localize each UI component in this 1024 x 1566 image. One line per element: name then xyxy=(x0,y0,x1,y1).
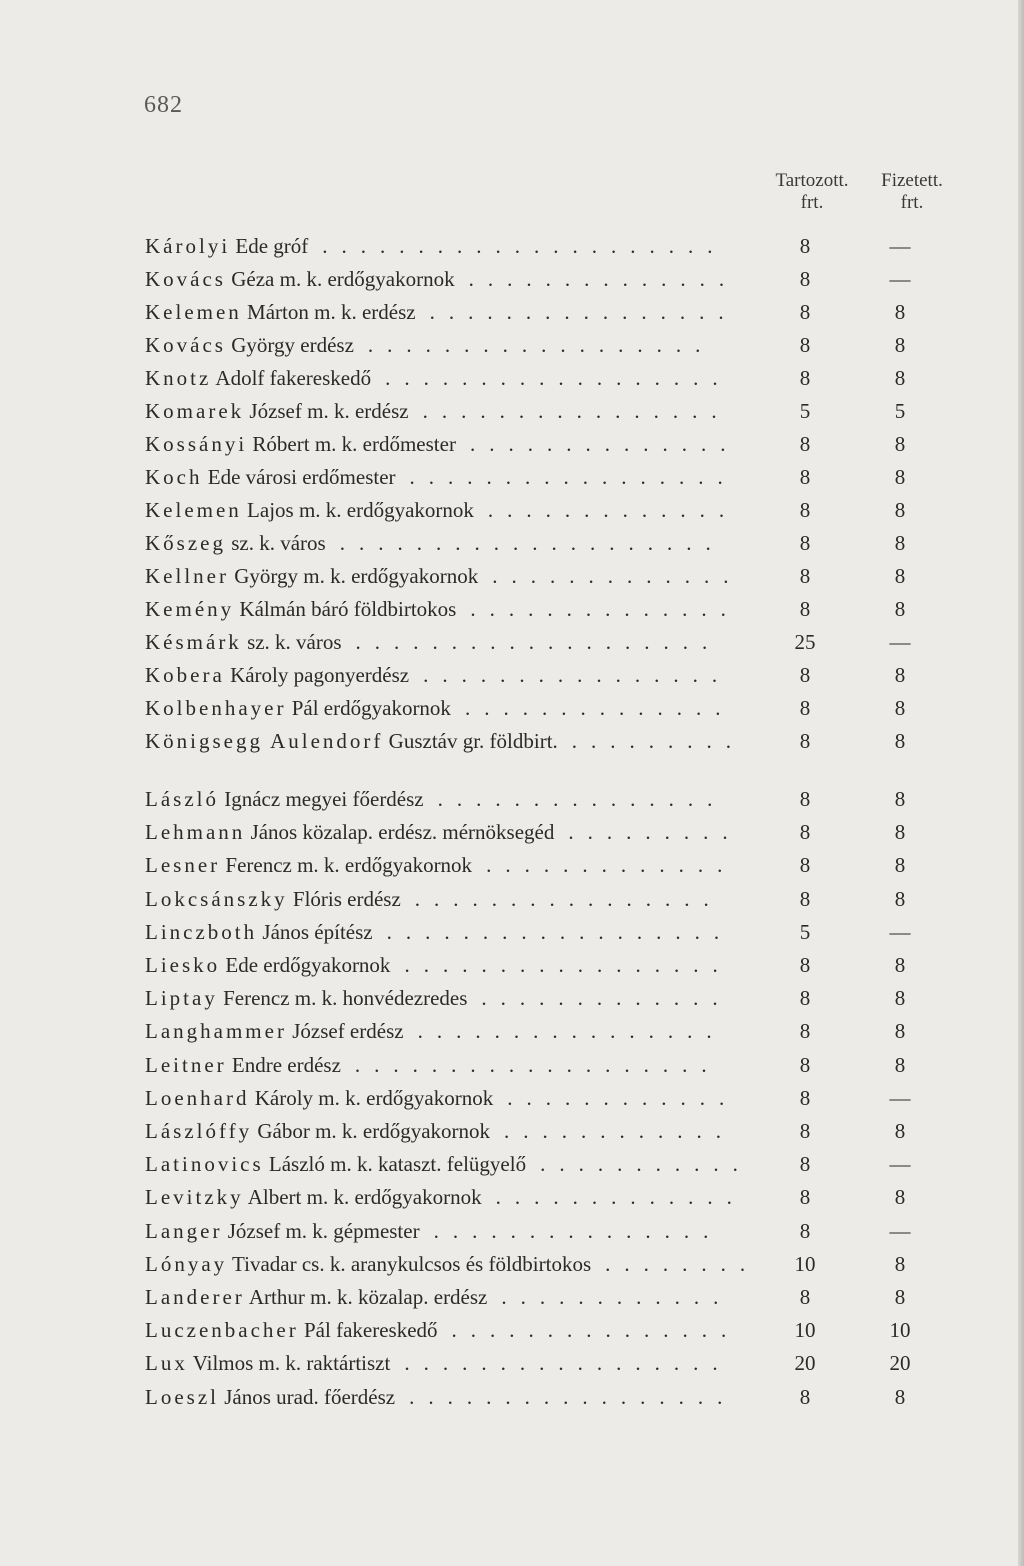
page-number: 682 xyxy=(144,92,183,118)
member-description: Ede erdőgyakornok xyxy=(225,953,391,977)
member-name: Károlyi xyxy=(145,234,231,258)
member-description: György m. k. erdőgyakornok xyxy=(234,564,479,588)
amount-paid: 8 xyxy=(894,465,906,489)
page-edge xyxy=(1018,0,1024,1566)
amount-owed: 8 xyxy=(790,1082,820,1115)
amount-owed: 8 xyxy=(790,593,820,626)
member-name: Liptay xyxy=(145,986,218,1011)
dot-leader: ............ xyxy=(504,1119,736,1143)
list-item xyxy=(145,659,945,692)
member-name: Langer xyxy=(145,1218,223,1243)
dot-leader: ............. xyxy=(495,1185,746,1210)
member-name: Kemény xyxy=(145,597,235,621)
list-item xyxy=(145,916,945,949)
member-description: Kálmán báró földbirtokos xyxy=(239,597,457,621)
list-item xyxy=(145,329,945,362)
list-item xyxy=(145,593,945,626)
dot-leader: ............. xyxy=(481,986,732,1011)
dot-leader: ................ xyxy=(414,886,723,911)
amount-owed: 20 xyxy=(790,1347,820,1380)
amount-paid: 20 xyxy=(889,1351,911,1376)
member-description: sz. k. város xyxy=(247,630,342,654)
member-name: Kelemen xyxy=(145,498,242,522)
amount-paid: 8 xyxy=(894,1019,906,1044)
dot-leader: ................... xyxy=(355,630,722,654)
list-item xyxy=(145,982,945,1015)
list-item xyxy=(145,560,945,593)
list-item xyxy=(145,1381,945,1414)
member-description: Lajos m. k. erdőgyakornok xyxy=(247,498,474,522)
amount-paid: 8 xyxy=(894,986,906,1011)
amount-owed: 8 xyxy=(790,494,820,527)
member-description: Márton m. k. erdész xyxy=(247,300,416,324)
member-name: Knotz xyxy=(145,366,212,390)
member-name: Lónyay xyxy=(145,1251,228,1276)
member-name: Leitner xyxy=(145,1052,227,1077)
amount-owed: 5 xyxy=(790,916,820,949)
amount-owed: 8 xyxy=(790,362,820,395)
member-name: Lehmann xyxy=(145,820,246,845)
member-description: Albert m. k. erdőgyakornok xyxy=(247,1185,482,1210)
amount-owed: 8 xyxy=(790,1281,820,1314)
dot-leader: .............. xyxy=(470,597,740,621)
member-name: Latinovics xyxy=(145,1152,264,1177)
dot-leader: .................. xyxy=(367,333,715,357)
amount-paid: 10 xyxy=(889,1318,911,1343)
column-owed-unit: frt. xyxy=(800,192,824,213)
amount-owed: 8 xyxy=(790,816,820,849)
amount-owed: 8 xyxy=(790,527,820,560)
list-item xyxy=(145,725,945,758)
member-name: Lokcsánszky xyxy=(145,886,288,911)
amount-owed: 25 xyxy=(790,626,820,659)
member-description: György erdész xyxy=(231,333,354,357)
list-item xyxy=(145,1049,945,1082)
member-name: Kossányi xyxy=(145,432,248,456)
list-item xyxy=(145,1281,945,1314)
amount-paid: — xyxy=(889,919,911,944)
column-owed-title: Tartozott. xyxy=(775,170,849,191)
amount-paid: — xyxy=(889,1085,911,1110)
member-name: Kolbenhayer xyxy=(145,696,287,720)
member-name: Késmárk xyxy=(145,630,242,654)
amount-paid: 8 xyxy=(894,597,906,621)
amount-owed: 8 xyxy=(790,461,820,494)
member-description: Ede gróf xyxy=(235,234,309,258)
dot-leader: ................. xyxy=(404,1351,732,1376)
amount-owed: 8 xyxy=(790,230,820,263)
amount-paid: 8 xyxy=(894,366,906,390)
amount-owed: 8 xyxy=(790,1015,820,1048)
list-item xyxy=(145,949,945,982)
member-name: Linczboth xyxy=(145,919,258,944)
list-item xyxy=(145,230,945,263)
dot-leader: .............. xyxy=(469,432,740,456)
dot-leader: ............... xyxy=(437,787,727,811)
member-name: Landerer xyxy=(145,1285,245,1309)
list-item xyxy=(145,883,945,916)
list-item xyxy=(145,1015,945,1048)
amount-paid: — xyxy=(889,234,911,258)
amount-paid: 8 xyxy=(894,531,906,555)
amount-owed: 8 xyxy=(790,329,820,362)
list-item xyxy=(145,1248,945,1281)
member-description: János közalap. erdész. mérnöksegéd xyxy=(250,820,555,845)
member-name: Kobera xyxy=(145,663,225,687)
dot-leader: ........ xyxy=(605,1251,760,1276)
dot-leader: ................. xyxy=(404,953,732,977)
list-item xyxy=(145,783,945,816)
amount-owed: 8 xyxy=(790,428,820,461)
member-name: Kellner xyxy=(145,564,229,588)
member-description: Ferencz m. k. honvédezredes xyxy=(223,986,468,1011)
amount-owed: 8 xyxy=(790,949,820,982)
member-name: Liesko xyxy=(145,953,221,977)
member-name: Kőszeg xyxy=(145,531,226,555)
amount-owed: 5 xyxy=(790,395,820,428)
dot-leader: ............. xyxy=(487,498,739,522)
member-description: János építész xyxy=(262,919,373,944)
amount-paid: — xyxy=(889,267,911,291)
member-description: Pál erdőgyakornok xyxy=(291,696,451,720)
amount-paid: — xyxy=(889,1152,911,1177)
member-name: Komarek xyxy=(145,399,245,423)
amount-owed: 8 xyxy=(790,1215,820,1248)
column-header-paid xyxy=(870,170,954,214)
member-description: Adolf fakereskedő xyxy=(215,366,372,390)
member-description: Ede városi erdőmester xyxy=(207,465,396,489)
amount-paid: 8 xyxy=(894,729,906,753)
amount-owed: 8 xyxy=(790,883,820,916)
amount-paid: — xyxy=(889,1218,911,1243)
amount-paid: 8 xyxy=(894,787,906,811)
amount-owed: 8 xyxy=(790,1181,820,1214)
member-name: Kovács xyxy=(145,267,226,291)
dot-leader: .............. xyxy=(464,696,735,720)
amount-paid: 8 xyxy=(894,498,906,522)
member-description: Ferencz m. k. erdőgyakornok xyxy=(225,853,473,878)
member-description: János urad. főerdész xyxy=(224,1384,396,1409)
amount-owed: 10 xyxy=(790,1248,820,1281)
amount-paid: 8 xyxy=(894,953,906,977)
member-name: Levitzky xyxy=(145,1185,244,1210)
list-item xyxy=(145,362,945,395)
dot-leader: ........... xyxy=(540,1152,752,1177)
member-name: Loeszl xyxy=(145,1384,219,1409)
dot-leader: ................... xyxy=(354,1052,721,1077)
dot-leader: ................. xyxy=(409,465,737,489)
dot-leader: .................. xyxy=(385,366,732,390)
amount-paid: 8 xyxy=(894,663,906,687)
amount-owed: 8 xyxy=(790,692,820,725)
member-description: József m. k. erdész xyxy=(249,399,409,423)
member-description: Károly m. k. erdőgyakornok xyxy=(254,1085,494,1110)
amount-paid: 8 xyxy=(894,1185,906,1210)
amount-paid: 8 xyxy=(894,820,906,845)
amount-owed: 8 xyxy=(790,296,820,329)
list-item xyxy=(145,1115,945,1148)
list-item xyxy=(145,692,945,725)
member-name: Luczenbacher xyxy=(145,1318,299,1343)
amount-paid: 8 xyxy=(894,1119,906,1143)
member-name: Koch xyxy=(145,465,203,489)
list-item xyxy=(145,1347,945,1380)
member-description: Károly pagonyerdész xyxy=(230,663,410,687)
dot-leader: .................. xyxy=(386,919,734,944)
dot-leader: ..................... xyxy=(322,234,727,258)
amount-owed: 8 xyxy=(790,725,820,758)
dot-leader: ............... xyxy=(451,1318,741,1343)
list-item xyxy=(145,494,945,527)
member-name: Loenhard xyxy=(145,1085,250,1110)
list-item xyxy=(145,395,945,428)
member-description: Endre erdész xyxy=(231,1052,341,1077)
amount-owed: 8 xyxy=(790,1049,820,1082)
list-item xyxy=(145,1181,945,1214)
list-item xyxy=(145,849,945,882)
dot-leader: ............. xyxy=(486,853,737,878)
column-paid-unit: frt. xyxy=(900,192,924,213)
member-name: Kelemen xyxy=(145,300,242,324)
list-item xyxy=(145,816,945,849)
column-paid-title: Fizetett. xyxy=(881,170,943,191)
amount-paid: 8 xyxy=(894,853,906,878)
amount-paid: 8 xyxy=(894,1384,906,1409)
dot-leader: ............ xyxy=(507,1085,739,1110)
dot-leader: .............. xyxy=(468,267,739,291)
member-name: Lászlóffy xyxy=(145,1119,253,1143)
amount-paid: 8 xyxy=(894,1251,906,1276)
amount-owed: 10 xyxy=(790,1314,820,1347)
list-item xyxy=(145,461,945,494)
dot-leader: ............. xyxy=(492,564,743,588)
member-description: Gusztáv gr. földbirt. xyxy=(388,729,558,753)
member-description: Ignácz megyei főerdész xyxy=(224,787,424,811)
amount-owed: 8 xyxy=(790,1381,820,1414)
amount-owed: 8 xyxy=(790,1148,820,1181)
dot-leader: ................ xyxy=(423,663,732,687)
list-item xyxy=(145,1314,945,1347)
dot-leader: .................... xyxy=(339,531,725,555)
member-description: Flóris erdész xyxy=(292,886,401,911)
amount-paid: 5 xyxy=(894,399,906,423)
member-description: László m. k. kataszt. felügyelő xyxy=(268,1152,527,1177)
amount-paid: 8 xyxy=(894,333,906,357)
amount-owed: 8 xyxy=(790,263,820,296)
column-header-owed xyxy=(770,170,854,214)
member-name: Königsegg Aulendorf xyxy=(145,729,384,753)
list-item xyxy=(145,263,945,296)
member-description: Tivadar cs. k. aranykulcsos és földbirtokos xyxy=(232,1251,592,1276)
dot-leader: ......... xyxy=(568,820,742,845)
dot-leader: ............ xyxy=(501,1285,733,1309)
amount-paid: 8 xyxy=(894,1285,906,1309)
member-description: Róbert m. k. erdőmester xyxy=(252,432,456,456)
list-item xyxy=(145,296,945,329)
list-item xyxy=(145,527,945,560)
member-description: József m. k. gépmester xyxy=(227,1218,420,1243)
member-name: Kovács xyxy=(145,333,226,357)
amount-owed: 8 xyxy=(790,1115,820,1148)
amount-owed: 8 xyxy=(790,783,820,816)
member-name: Lesner xyxy=(145,853,221,878)
dot-leader: ................ xyxy=(417,1019,726,1044)
member-name: Lux xyxy=(145,1351,188,1376)
member-description: József erdész xyxy=(292,1019,404,1044)
amount-paid: 8 xyxy=(894,1052,906,1077)
amount-paid: 8 xyxy=(894,886,906,911)
list-item xyxy=(145,626,945,659)
amount-paid: 8 xyxy=(894,432,906,456)
list-item xyxy=(145,1215,945,1248)
dot-leader: ......... xyxy=(571,729,746,753)
list-item xyxy=(145,1082,945,1115)
amount-paid: 8 xyxy=(894,696,906,720)
dot-leader: ................. xyxy=(409,1384,737,1409)
amount-paid: — xyxy=(889,630,911,654)
dot-leader: ................ xyxy=(429,300,738,324)
amount-paid: 8 xyxy=(894,300,906,324)
member-description: Pál fakereskedő xyxy=(304,1318,438,1343)
list-item xyxy=(145,428,945,461)
list-item xyxy=(145,1148,945,1181)
member-description: Gábor m. k. erdőgyakornok xyxy=(257,1119,491,1143)
member-description: sz. k. város xyxy=(231,531,326,555)
dot-leader: ............... xyxy=(433,1218,723,1243)
dot-leader: ................ xyxy=(422,399,731,423)
amount-owed: 8 xyxy=(790,982,820,1015)
amount-owed: 8 xyxy=(790,849,820,882)
amount-owed: 8 xyxy=(790,659,820,692)
member-description: Arthur m. k. közalap. erdész xyxy=(248,1285,488,1309)
amount-paid: 8 xyxy=(894,564,906,588)
member-description: Géza m. k. erdőgyakornok xyxy=(231,267,455,291)
member-description: Vilmos m. k. raktártiszt xyxy=(192,1351,391,1376)
member-name: Langhammer xyxy=(145,1019,287,1044)
amount-owed: 8 xyxy=(790,560,820,593)
member-name: László xyxy=(145,787,219,811)
